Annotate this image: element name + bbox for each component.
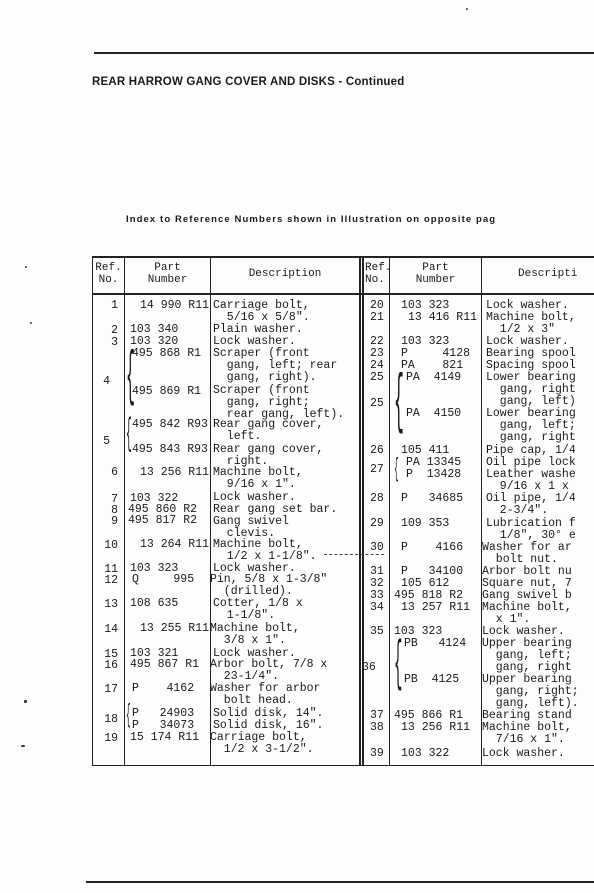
desc-cell: Lock washer. bbox=[486, 299, 569, 312]
ref-cell: 13 bbox=[104, 598, 118, 611]
part-cell: P 34073 bbox=[132, 719, 195, 732]
desc-cell: Leather washe 9/16 x 1 x bbox=[486, 468, 576, 494]
part-cell: PB 4124 bbox=[404, 637, 467, 650]
desc-cell: Washer for ar bolt nut. bbox=[482, 541, 572, 567]
brace-mark: { bbox=[126, 344, 136, 412]
part-cell: 495 868 R1 bbox=[132, 347, 202, 360]
header-part-number-right: Part Number bbox=[415, 262, 456, 286]
desc-cell: Machine bolt, 9/16 x 1". bbox=[213, 466, 303, 492]
desc-cell: Spacing spool bbox=[486, 359, 576, 372]
desc-cell: Lock washer. bbox=[213, 647, 296, 660]
desc-cell: Cotter, 1/8 x 1-1/8". bbox=[213, 597, 303, 623]
ref-cell: 20 bbox=[370, 299, 384, 312]
part-cell: P 4162 bbox=[132, 682, 195, 695]
scan-speck bbox=[24, 700, 27, 703]
part-cell: P 13428 bbox=[406, 468, 462, 481]
desc-cell: Arbor bolt nu bbox=[482, 565, 572, 578]
ref-cell: 25 bbox=[370, 397, 384, 410]
part-cell: PA 13345 bbox=[406, 456, 462, 469]
ref-cell: 32 bbox=[370, 577, 384, 590]
desc-cell: Oil pipe lock bbox=[486, 456, 576, 469]
part-cell: 13 257 R11 bbox=[401, 601, 471, 614]
desc-cell: Solid disk, 14". bbox=[213, 707, 324, 720]
ref-cell: 10 bbox=[104, 539, 118, 552]
desc-cell: Arbor bolt, 7/8 x 23-1/4". bbox=[210, 658, 328, 684]
part-cell: 13 416 R11 bbox=[408, 311, 478, 324]
desc-cell: Machine bolt, 7/16 x 1". bbox=[482, 721, 572, 747]
col-line bbox=[359, 256, 361, 766]
brace-mark: { bbox=[394, 365, 404, 440]
part-cell: 15 174 R11 bbox=[130, 731, 200, 744]
ref-cell: 18 bbox=[104, 713, 118, 726]
ref-cell: 31 bbox=[370, 565, 384, 578]
part-cell: 495 818 R2 bbox=[394, 589, 464, 602]
ref-cell: 34 bbox=[370, 601, 384, 614]
ref-cell: 7 bbox=[111, 493, 118, 506]
part-cell: 103 323 bbox=[401, 299, 450, 312]
ref-cell: 12 bbox=[104, 574, 118, 587]
scan-speck bbox=[466, 8, 468, 10]
part-cell: 103 321 bbox=[130, 647, 179, 660]
desc-cell: Lock washer. bbox=[213, 335, 296, 348]
part-cell: 103 323 bbox=[394, 625, 443, 638]
ref-cell: 9 bbox=[111, 515, 118, 528]
ref-cell: 22 bbox=[370, 335, 384, 348]
part-cell: 105 612 bbox=[401, 577, 450, 590]
ref-cell: 1 bbox=[111, 299, 118, 312]
ref-cell: 38 bbox=[370, 721, 384, 734]
desc-cell: Lower bearing gang, right gang, left) bbox=[486, 371, 576, 409]
part-cell: P 24903 bbox=[132, 707, 195, 720]
part-cell: 495 869 R1 bbox=[132, 385, 202, 398]
scan-speck bbox=[30, 322, 32, 324]
col-line bbox=[362, 256, 364, 766]
table-top-border bbox=[92, 256, 594, 258]
desc-cell: Pin, 5/8 x 1-3/8" (drilled). bbox=[210, 573, 328, 599]
desc-cell: Lock washer. bbox=[213, 562, 296, 575]
desc-cell: Bearing stand bbox=[482, 709, 572, 722]
scan-speck bbox=[21, 745, 25, 747]
ref-cell: 6 bbox=[111, 466, 118, 479]
desc-cell: Lock washer. bbox=[486, 335, 569, 348]
ref-cell: 4 bbox=[103, 375, 110, 388]
part-cell: 103 323 bbox=[401, 335, 450, 348]
part-cell: 14 990 R11 bbox=[140, 299, 210, 312]
desc-cell: Bearing spool bbox=[486, 347, 576, 360]
part-cell: 103 320 bbox=[130, 335, 179, 348]
desc-cell: Carriage bolt, 5/16 x 5/8". bbox=[213, 299, 310, 325]
parts-table bbox=[92, 256, 594, 766]
desc-cell: Solid disk, 16". bbox=[213, 719, 324, 732]
desc-cell: Scraper (front gang, right; rear gang, left). bbox=[213, 384, 345, 422]
desc-cell: Lubrication f 1/8", 30° e bbox=[486, 517, 576, 543]
part-cell: 103 323 bbox=[130, 562, 179, 575]
part-cell: 103 340 bbox=[130, 323, 179, 336]
part-cell: PA 821 bbox=[401, 359, 464, 372]
part-cell: 495 843 R93 bbox=[132, 443, 208, 456]
ref-cell: 26 bbox=[370, 444, 384, 457]
part-cell: 108 635 bbox=[130, 597, 179, 610]
ref-cell: 8 bbox=[111, 504, 118, 517]
part-cell: P 34100 bbox=[401, 565, 464, 578]
desc-cell: Upper bearing gang, right; gang, left). bbox=[482, 673, 579, 711]
desc-cell: Rear gang cover, right. bbox=[213, 443, 324, 469]
desc-cell: Lock washer. bbox=[482, 747, 565, 760]
ref-cell: 21 bbox=[370, 311, 384, 324]
desc-cell: Upper bearing gang, left; gang, right bbox=[482, 637, 572, 675]
desc-cell: Carriage bolt, 1/2 x 3-1/2". bbox=[210, 731, 314, 757]
desc-cell: Pipe cap, 1/4 bbox=[486, 444, 576, 457]
part-cell: 495 817 R2 bbox=[128, 514, 198, 527]
col-line bbox=[92, 256, 93, 766]
part-cell: PA 4150 bbox=[406, 407, 462, 420]
ref-cell: 35 bbox=[370, 625, 384, 638]
header-description: Description bbox=[248, 268, 322, 280]
ref-cell: 19 bbox=[104, 732, 118, 745]
desc-cell: Machine bolt, 3/8 x 1". bbox=[210, 622, 300, 648]
ref-cell: 17 bbox=[104, 683, 118, 696]
desc-cell: Machine bolt, 1/2 x 3" bbox=[486, 311, 576, 337]
desc-cell: Lock washer. bbox=[482, 625, 565, 638]
part-cell: 109 353 bbox=[401, 517, 450, 530]
header-part-number: Part Number bbox=[147, 262, 188, 286]
scan-speck bbox=[25, 266, 27, 268]
ref-cell: 15 bbox=[104, 648, 118, 661]
part-cell: P 4128 bbox=[401, 347, 471, 360]
desc-cell: Machine bolt, x 1". bbox=[482, 601, 572, 627]
ref-cell: 14 bbox=[104, 623, 118, 636]
part-cell: 103 322 bbox=[401, 747, 450, 760]
part-cell: 495 866 R1 bbox=[394, 709, 464, 722]
ref-cell: 39 bbox=[370, 747, 384, 760]
ref-cell: 30 bbox=[370, 541, 384, 554]
ref-cell: 33 bbox=[370, 589, 384, 602]
part-cell: 13 264 R11 bbox=[140, 538, 210, 551]
desc-cell: Machine bolt, 1/2 x 1-1/8". bbox=[213, 538, 317, 564]
part-cell: P 34685 bbox=[401, 492, 464, 505]
part-cell: 103 322 bbox=[130, 492, 179, 505]
part-cell: 105 411 bbox=[401, 444, 450, 457]
ref-cell: 28 bbox=[370, 492, 384, 505]
desc-cell: Scraper (front gang, left; rear gang, right). bbox=[213, 347, 338, 385]
index-note: Index to Reference Numbers shown in Illustration on opposite pag bbox=[126, 214, 497, 225]
ref-cell: 16 bbox=[104, 659, 118, 672]
header-description-right: Descripti bbox=[518, 268, 578, 280]
desc-cell: Rear gang cover, left. bbox=[213, 418, 324, 444]
part-cell: 495 867 R1 bbox=[130, 658, 200, 671]
desc-cell: Washer for arbor bolt head. bbox=[210, 682, 321, 708]
desc-cell: Lower bearing gang, left; gang, right bbox=[486, 407, 576, 445]
part-cell: 495 842 R93 bbox=[132, 418, 208, 431]
desc-cell: Oil pipe, 1/4 2-3/4". bbox=[486, 492, 576, 518]
table-bottom-border bbox=[92, 765, 594, 766]
desc-cell: Plain washer. bbox=[213, 323, 303, 336]
ref-cell: 36 bbox=[362, 661, 376, 674]
desc-cell: Rear gang set bar. bbox=[213, 503, 338, 516]
top-rule bbox=[94, 52, 594, 54]
desc-cell: Gang swivel b bbox=[482, 589, 572, 602]
header-ref-right: Ref. No. bbox=[365, 262, 392, 286]
brace-mark: { bbox=[394, 454, 399, 484]
part-cell: P 4166 bbox=[401, 541, 464, 554]
brace-mark: { bbox=[394, 632, 403, 696]
table-header-border bbox=[92, 293, 594, 295]
brace-mark: { bbox=[126, 413, 132, 456]
part-cell: PA 4149 bbox=[406, 371, 462, 384]
ref-cell: 23 bbox=[370, 347, 384, 360]
dash-mark bbox=[324, 554, 384, 555]
desc-cell: Square nut, 7 bbox=[482, 577, 572, 590]
page-heading: REAR HARROW GANG COVER AND DISKS - Continued bbox=[92, 76, 405, 88]
header-ref: Ref. No. bbox=[95, 262, 122, 286]
bottom-rule bbox=[86, 881, 594, 883]
ref-cell: 27 bbox=[370, 463, 384, 476]
ref-cell: 37 bbox=[370, 709, 384, 722]
part-cell: Q 995 bbox=[132, 573, 195, 586]
part-cell: 13 255 R11 bbox=[140, 622, 210, 635]
ref-cell: 2 bbox=[111, 324, 118, 337]
ref-cell: 11 bbox=[104, 563, 118, 576]
part-cell: 495 860 R2 bbox=[128, 503, 198, 516]
ref-cell: 24 bbox=[370, 359, 384, 372]
part-cell: PB 4125 bbox=[404, 673, 460, 686]
ref-cell: 3 bbox=[111, 336, 118, 349]
col-line bbox=[389, 256, 390, 766]
desc-cell: Lock washer. bbox=[213, 491, 296, 504]
part-cell: 13 256 R11 bbox=[140, 466, 210, 479]
ref-cell: 25 bbox=[370, 371, 384, 384]
part-cell: 13 256 R11 bbox=[401, 721, 471, 734]
col-line bbox=[124, 256, 125, 766]
desc-cell: Gang swivel clevis. bbox=[213, 515, 289, 541]
brace-mark: { bbox=[126, 700, 131, 730]
ref-cell: 5 bbox=[103, 435, 110, 448]
ref-cell: 29 bbox=[370, 517, 384, 530]
